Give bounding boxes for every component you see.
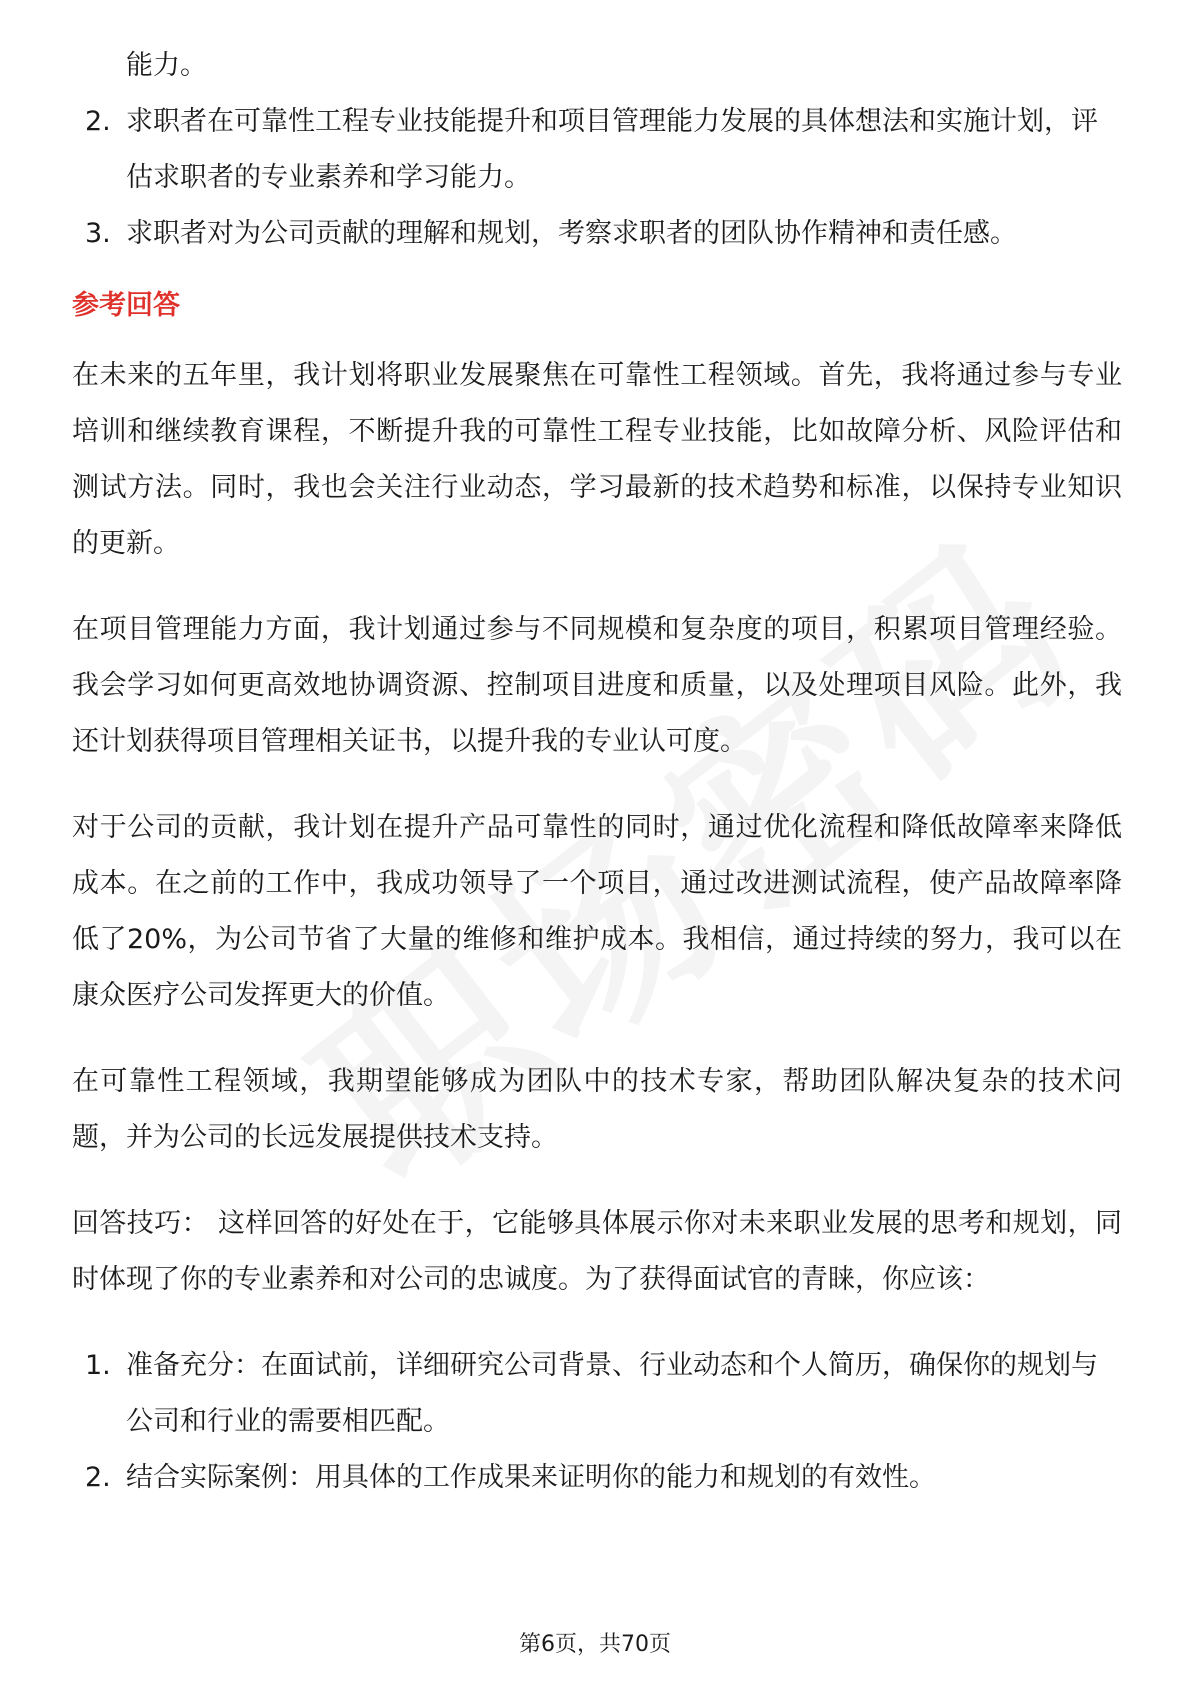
page-content — [72, 38, 1122, 1506]
list-item — [72, 1450, 1122, 1506]
list-item-text: 求职者对为公司贡献的理解和规划，考察求职者的团队协作精神和责任感。 — [126, 218, 1017, 249]
continued-list-text: 能力。 — [126, 50, 207, 81]
list-number: 2. — [85, 1462, 111, 1493]
list-item-text: 准备充分：在面试前，详细研究公司背景、行业动态和个人简历，确保你的规划与公司和行业的需要相匹配。 — [126, 1350, 1098, 1437]
list-item-text: 求职者在可靠性工程专业技能提升和项目管理能力发展的具体想法和实施计划，评估求职者的专业素养和学习能力。 — [126, 106, 1098, 193]
list-item — [72, 206, 1122, 262]
answer-tips-paragraph: 回答技巧： 这样回答的好处在于，它能够具体展示你对未来职业发展的思考和规划，同时体现了你的专业素养和对公司的忠诚度。为了获得面试官的青睐，你应该： — [72, 1208, 1122, 1295]
answer-paragraph: 在未来的五年里，我计划将职业发展聚焦在可靠性工程领域。首先，我将通过参与专业培训和继续教育课程，不断提升我的可靠性工程专业技能，比如故障分析、风险评估和测试方法。同时，我也会关注行业动态，学习最新的技术趋势和标准，以保持专业知识的更新。 — [72, 360, 1122, 559]
page-number-footer: 第6页，共70页 — [519, 1632, 671, 1657]
answer-paragraph: 对于公司的贡献，我计划在提升产品可靠性的同时，通过优化流程和降低故障率来降低成本。在之前的工作中，我成功领导了一个项目，通过改进测试流程，使产品故障率降低了20%，为公司节省了大量的维修和维护成本。我相信，通过持续的努力，我可以在康众医疗公司发挥更大的价值。 — [72, 812, 1122, 1011]
reference-answer-heading: 参考回答 — [72, 290, 180, 321]
answer-paragraph: 在项目管理能力方面，我计划通过参与不同规模和复杂度的项目，积累项目管理经验。我会学习如何更高效地协调资源、控制项目进度和质量，以及处理项目风险。此外，我还计划获得项目管理相关证书，以提升我的专业认可度。 — [72, 614, 1122, 757]
list-item-text: 结合实际案例：用具体的工作成果来证明你的能力和规划的有效性。 — [126, 1462, 936, 1493]
list-number: 2. — [85, 106, 111, 137]
tips-list — [72, 1338, 1122, 1506]
question-focus-list — [72, 94, 1122, 262]
list-item — [72, 94, 1122, 206]
answer-paragraph: 在可靠性工程领域，我期望能够成为团队中的技术专家，帮助团队解决复杂的技术问题，并为公司的长远发展提供技术支持。 — [72, 1066, 1122, 1153]
list-item — [72, 1338, 1122, 1450]
list-number: 1. — [85, 1350, 111, 1381]
list-number: 3. — [85, 218, 111, 249]
